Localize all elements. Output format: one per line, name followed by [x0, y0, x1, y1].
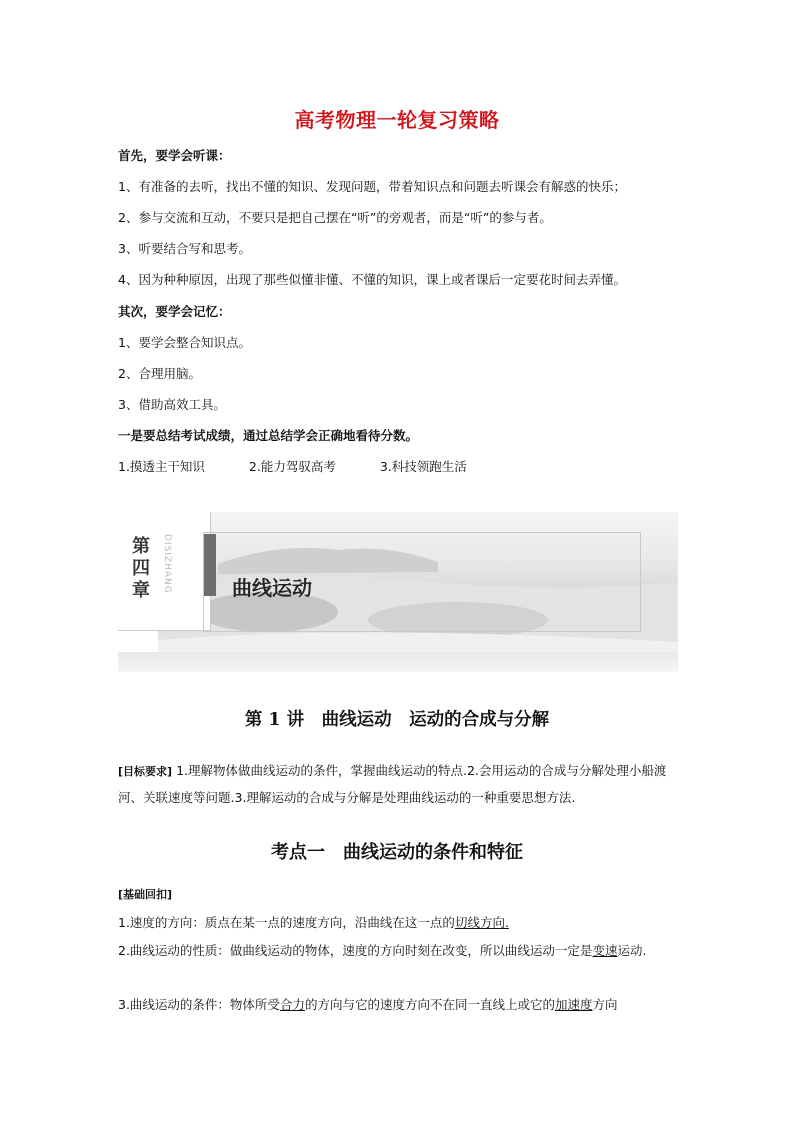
banner-bottom-strip — [118, 652, 678, 672]
basics-paragraph-3 — [118, 992, 678, 1018]
listen-item: 3、听要结合写和思考。 — [118, 241, 251, 256]
tool-item: 2.能力驾驭高考 — [248, 459, 336, 474]
chapter-label-box — [118, 512, 211, 631]
underlined-answer: 切线方向. — [454, 915, 509, 930]
chapter-label-char: 第 — [132, 536, 150, 557]
paragraph-text: 运动. — [617, 943, 647, 958]
paragraph-text: 2.曲线运动的性质：做曲线运动的物体，速度的方向时刻在改变，所以曲线运动一定是 — [118, 943, 593, 958]
basics-paragraph-2 — [118, 938, 678, 964]
paragraph-text: 方向 — [592, 997, 618, 1012]
paragraph-text: 1.速度的方向：质点在某一点的速度方向，沿曲线在这一点的 — [118, 915, 455, 930]
underlined-answer: 变速 — [592, 943, 618, 958]
paragraph-text: 3.曲线运动的条件：物体所受 — [118, 997, 280, 1012]
tool-item: 3.科技领跑生活 — [379, 459, 467, 474]
chapter-pinyin: DISIZHANG — [162, 534, 172, 594]
memory-item: 1、要学会整合知识点。 — [118, 335, 251, 350]
goal-paragraph — [118, 758, 678, 811]
listen-item: 2、参与交流和互动，不要只是把自己摆在“听”的旁观者，而是“听”的参与者。 — [118, 210, 552, 225]
underlined-answer: 加速度 — [554, 997, 593, 1012]
memory-item: 2、合理用脑。 — [118, 366, 201, 381]
chapter-accent-bar — [204, 534, 216, 596]
lecture-title: 第 1 讲 曲线运动 运动的合成与分解 — [244, 710, 550, 730]
underlined-answer: 合力 — [279, 997, 305, 1012]
basics-paragraph-1 — [118, 910, 678, 936]
listen-item: 4、因为种种原因，出现了那些似懂非懂、不懂的知识，课上或者课后一定要花时间去弄懂。 — [118, 272, 626, 287]
tools-row — [118, 457, 507, 475]
chapter-banner — [118, 512, 678, 672]
chapter-title: 曲线运动 — [232, 576, 312, 600]
chapter-label-char: 四 — [132, 558, 150, 579]
listen-heading: 首先，要学会听课： — [118, 148, 231, 163]
listen-item: 1、有准备的去听，找出不懂的知识、发现问题，带着知识点和问题去听课会有解惑的快乐； — [118, 179, 626, 194]
kaodian-title: 考点一 曲线运动的条件和特征 — [271, 842, 523, 863]
tool-item: 1.摸透主干知识 — [118, 459, 205, 474]
document-title: 高考物理一轮复习策略 — [294, 108, 500, 132]
summary-line: 一是要总结考试成绩，通过总结学会正确地看待分数。 — [118, 428, 419, 443]
memory-heading: 其次，要学会记忆： — [118, 304, 231, 319]
memory-item: 3、借助高效工具。 — [118, 397, 226, 412]
goal-text: 1.理解物体做曲线运动的条件，掌握曲线运动的特点.2.会用运动的合成与分解处理小船渡河、关联速度等问题.3.理解运动的合成与分解是处理曲线运动的一种重要思想方法. — [118, 763, 667, 805]
chapter-label — [130, 536, 152, 602]
chapter-label-char: 章 — [132, 580, 150, 601]
basics-label: [基础回扣] — [118, 888, 173, 901]
paragraph-text: 的方向与它的速度方向不在同一直线上或它的 — [304, 997, 555, 1012]
goal-label: [目标要求] — [118, 765, 173, 778]
